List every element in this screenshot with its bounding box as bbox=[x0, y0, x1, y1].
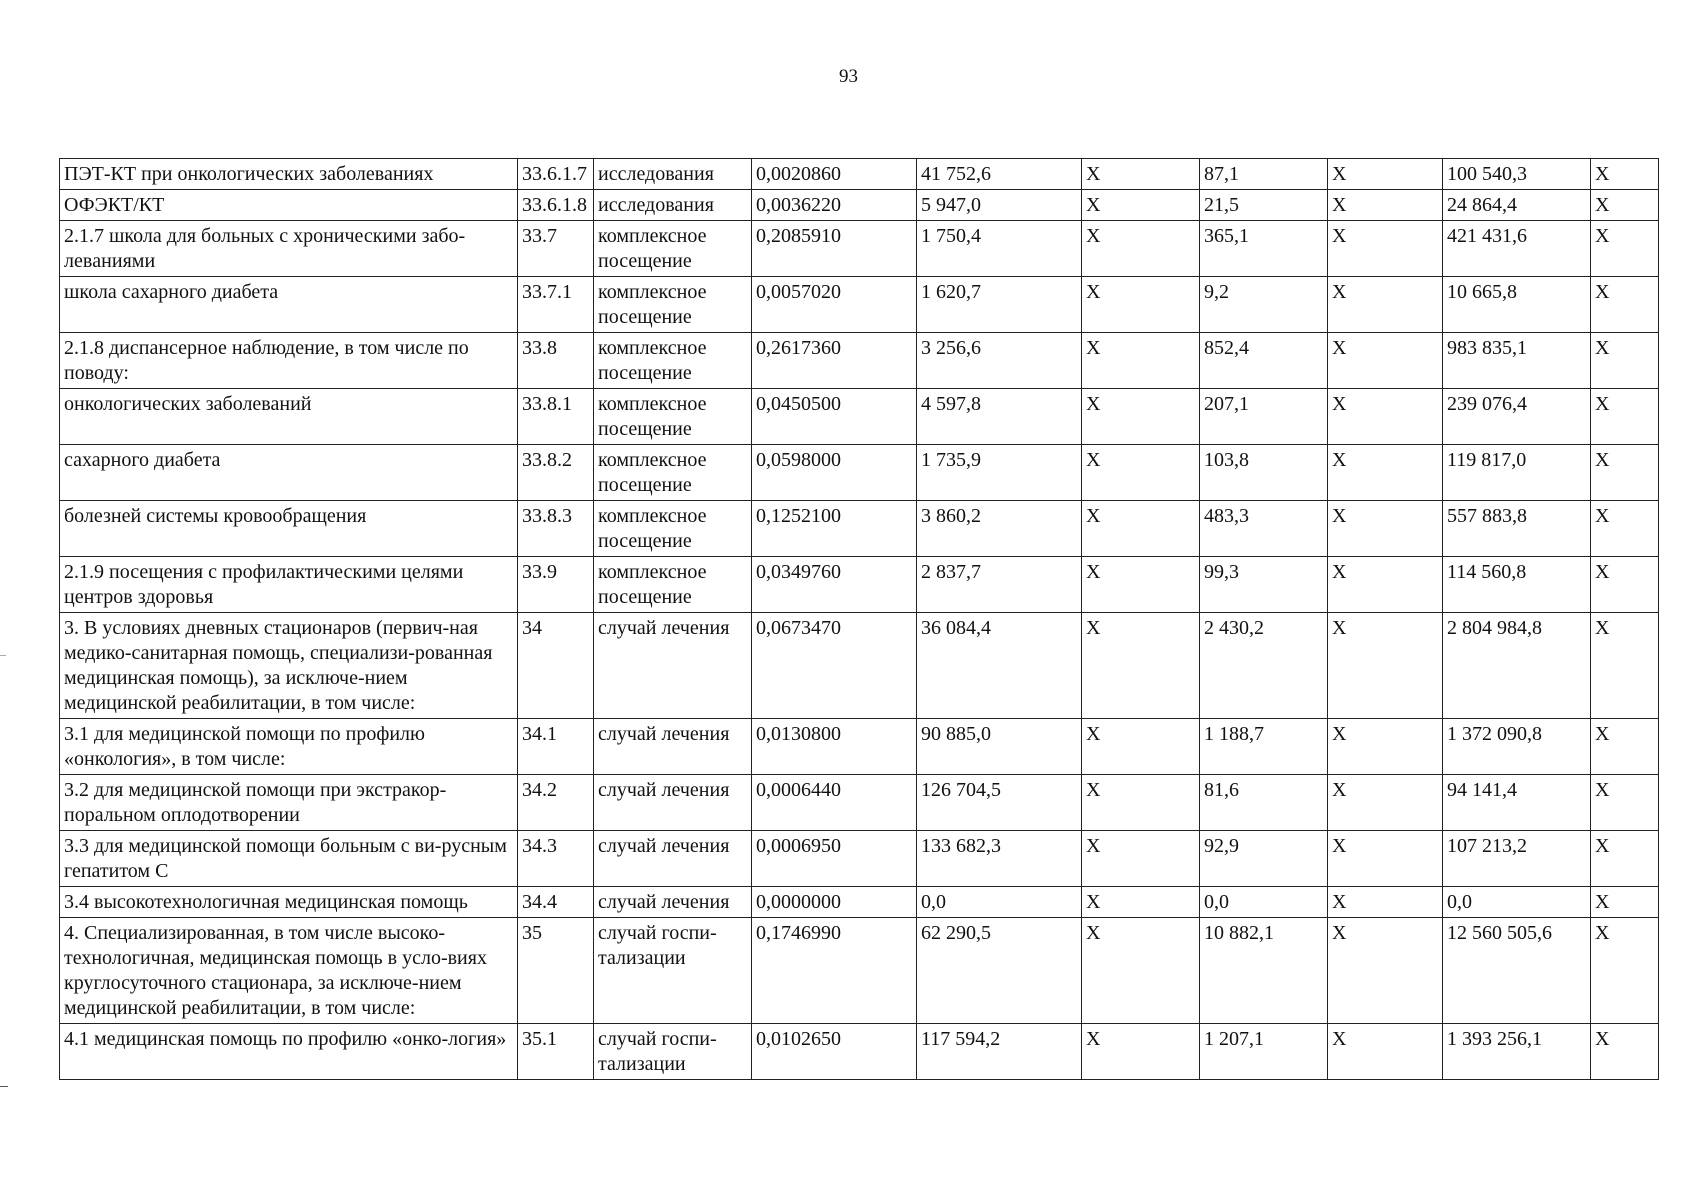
row-col10-cell: Х bbox=[1591, 501, 1659, 557]
row-norm-cell: 0,2617360 bbox=[752, 333, 917, 389]
row-name-cell: онкологических заболеваний bbox=[60, 389, 518, 445]
row-col6-cell: Х bbox=[1082, 190, 1200, 221]
row-col7-cell: 0,0 bbox=[1200, 887, 1328, 918]
row-code-cell: 33.6.1.7 bbox=[518, 159, 594, 190]
table-row bbox=[60, 333, 1659, 389]
row-unit-cell: комплексное посещение bbox=[594, 221, 752, 277]
row-unit-cell: комплексное посещение bbox=[594, 277, 752, 333]
row-name-cell: 4. Специализированная, в том числе высоко-технологичная, медицинская помощь в усло-виях круглосуточного стационара, за исключе-нием медицинской реабилитации, в том числе: bbox=[60, 918, 518, 1024]
row-col6-cell: Х bbox=[1082, 501, 1200, 557]
row-col6-cell: Х bbox=[1082, 221, 1200, 277]
table-body bbox=[60, 159, 1659, 1080]
row-col10-cell: Х bbox=[1591, 277, 1659, 333]
row-col6-cell: Х bbox=[1082, 719, 1200, 775]
row-col7-cell: 103,8 bbox=[1200, 445, 1328, 501]
row-col8-cell: Х bbox=[1328, 887, 1443, 918]
row-col8-cell: Х bbox=[1328, 613, 1443, 719]
row-code-cell: 33.6.1.8 bbox=[518, 190, 594, 221]
row-col7-cell: 21,5 bbox=[1200, 190, 1328, 221]
row-col10-cell: Х bbox=[1591, 887, 1659, 918]
row-cost-cell: 4 597,8 bbox=[917, 389, 1082, 445]
row-col10-cell: Х bbox=[1591, 1024, 1659, 1080]
row-unit-cell: комплексное посещение bbox=[594, 557, 752, 613]
row-col8-cell: Х bbox=[1328, 333, 1443, 389]
row-col6-cell: Х bbox=[1082, 445, 1200, 501]
row-col10-cell: Х bbox=[1591, 918, 1659, 1024]
row-code-cell: 34.3 bbox=[518, 831, 594, 887]
row-unit-cell: исследования bbox=[594, 190, 752, 221]
row-col9-cell: 12 560 505,6 bbox=[1443, 918, 1591, 1024]
row-col7-cell: 207,1 bbox=[1200, 389, 1328, 445]
row-cost-cell: 90 885,0 bbox=[917, 719, 1082, 775]
row-name-cell: 2.1.7 школа для больных с хроническими забо-левaниями bbox=[60, 221, 518, 277]
row-col7-cell: 92,9 bbox=[1200, 831, 1328, 887]
row-col10-cell: Х bbox=[1591, 221, 1659, 277]
row-col7-cell: 852,4 bbox=[1200, 333, 1328, 389]
row-code-cell: 35 bbox=[518, 918, 594, 1024]
row-col10-cell: Х bbox=[1591, 159, 1659, 190]
table-row bbox=[60, 613, 1659, 719]
row-cost-cell: 5 947,0 bbox=[917, 190, 1082, 221]
row-unit-cell: комплексное посещение bbox=[594, 501, 752, 557]
row-norm-cell: 0,0000000 bbox=[752, 887, 917, 918]
row-col7-cell: 483,3 bbox=[1200, 501, 1328, 557]
row-norm-cell: 0,0057020 bbox=[752, 277, 917, 333]
margin-mark bbox=[0, 655, 6, 656]
row-col9-cell: 100 540,3 bbox=[1443, 159, 1591, 190]
row-norm-cell: 0,0450500 bbox=[752, 389, 917, 445]
row-col10-cell: Х bbox=[1591, 557, 1659, 613]
row-col8-cell: Х bbox=[1328, 159, 1443, 190]
row-code-cell: 35.1 bbox=[518, 1024, 594, 1080]
row-col6-cell: Х bbox=[1082, 159, 1200, 190]
row-col7-cell: 365,1 bbox=[1200, 221, 1328, 277]
row-col10-cell: Х bbox=[1591, 445, 1659, 501]
row-norm-cell: 0,0673470 bbox=[752, 613, 917, 719]
row-col8-cell: Х bbox=[1328, 190, 1443, 221]
table-row bbox=[60, 1024, 1659, 1080]
row-unit-cell: случай госпи-тализации bbox=[594, 1024, 752, 1080]
row-col9-cell: 2 804 984,8 bbox=[1443, 613, 1591, 719]
row-code-cell: 33.8.2 bbox=[518, 445, 594, 501]
row-name-cell: 2.1.8 диспансерное наблюдение, в том числе по поводу: bbox=[60, 333, 518, 389]
row-col8-cell: Х bbox=[1328, 918, 1443, 1024]
row-cost-cell: 117 594,2 bbox=[917, 1024, 1082, 1080]
row-col8-cell: Х bbox=[1328, 557, 1443, 613]
row-col6-cell: Х bbox=[1082, 1024, 1200, 1080]
row-unit-cell: исследования bbox=[594, 159, 752, 190]
row-col7-cell: 99,3 bbox=[1200, 557, 1328, 613]
row-col6-cell: Х bbox=[1082, 277, 1200, 333]
row-name-cell: 3.2 для медицинской помощи при экстракор-поральном оплодотворении bbox=[60, 775, 518, 831]
row-col8-cell: Х bbox=[1328, 389, 1443, 445]
row-col9-cell: 1 393 256,1 bbox=[1443, 1024, 1591, 1080]
row-col6-cell: Х bbox=[1082, 389, 1200, 445]
margin-dash bbox=[0, 1086, 8, 1087]
row-unit-cell: случай лечения bbox=[594, 831, 752, 887]
row-cost-cell: 1 620,7 bbox=[917, 277, 1082, 333]
row-name-cell: 2.1.9 посещения с профилактическими целями центров здоровья bbox=[60, 557, 518, 613]
row-name-cell: ОФЭКТ/КТ bbox=[60, 190, 518, 221]
row-col10-cell: Х bbox=[1591, 775, 1659, 831]
table-row bbox=[60, 159, 1659, 190]
row-name-cell: 4.1 медицинская помощь по профилю «онко-логия» bbox=[60, 1024, 518, 1080]
table-row bbox=[60, 277, 1659, 333]
row-code-cell: 33.8 bbox=[518, 333, 594, 389]
row-unit-cell: случай лечения bbox=[594, 887, 752, 918]
row-col10-cell: Х bbox=[1591, 719, 1659, 775]
row-unit-cell: случай лечения bbox=[594, 613, 752, 719]
row-col10-cell: Х bbox=[1591, 190, 1659, 221]
row-col9-cell: 10 665,8 bbox=[1443, 277, 1591, 333]
row-cost-cell: 36 084,4 bbox=[917, 613, 1082, 719]
row-col8-cell: Х bbox=[1328, 221, 1443, 277]
page-number: 93 bbox=[839, 66, 858, 87]
row-code-cell: 33.7.1 bbox=[518, 277, 594, 333]
row-name-cell: сахарного диабета bbox=[60, 445, 518, 501]
row-code-cell: 33.8.3 bbox=[518, 501, 594, 557]
row-code-cell: 33.7 bbox=[518, 221, 594, 277]
row-unit-cell: комплексное посещение bbox=[594, 445, 752, 501]
row-unit-cell: комплексное посещение bbox=[594, 333, 752, 389]
table-row bbox=[60, 190, 1659, 221]
row-col7-cell: 2 430,2 bbox=[1200, 613, 1328, 719]
row-norm-cell: 0,0130800 bbox=[752, 719, 917, 775]
row-col9-cell: 94 141,4 bbox=[1443, 775, 1591, 831]
row-cost-cell: 41 752,6 bbox=[917, 159, 1082, 190]
row-code-cell: 33.8.1 bbox=[518, 389, 594, 445]
row-name-cell: 3.4 высокотехнологичная медицинская помощь bbox=[60, 887, 518, 918]
row-col9-cell: 421 431,6 bbox=[1443, 221, 1591, 277]
row-unit-cell: комплексное посещение bbox=[594, 389, 752, 445]
row-unit-cell: случай лечения bbox=[594, 719, 752, 775]
row-norm-cell: 0,0349760 bbox=[752, 557, 917, 613]
row-norm-cell: 0,1746990 bbox=[752, 918, 917, 1024]
row-col6-cell: Х bbox=[1082, 918, 1200, 1024]
row-name-cell: болезней системы кровообращения bbox=[60, 501, 518, 557]
row-norm-cell: 0,1252100 bbox=[752, 501, 917, 557]
row-name-cell: школа сахарного диабета bbox=[60, 277, 518, 333]
row-norm-cell: 0,0006950 bbox=[752, 831, 917, 887]
row-col9-cell: 0,0 bbox=[1443, 887, 1591, 918]
table-row bbox=[60, 887, 1659, 918]
row-name-cell: ПЭТ-КТ при онкологических заболеваниях bbox=[60, 159, 518, 190]
row-col7-cell: 9,2 bbox=[1200, 277, 1328, 333]
row-col8-cell: Х bbox=[1328, 277, 1443, 333]
row-code-cell: 34.4 bbox=[518, 887, 594, 918]
row-col10-cell: Х bbox=[1591, 613, 1659, 719]
row-cost-cell: 0,0 bbox=[917, 887, 1082, 918]
row-col9-cell: 107 213,2 bbox=[1443, 831, 1591, 887]
table-row bbox=[60, 831, 1659, 887]
row-cost-cell: 3 860,2 bbox=[917, 501, 1082, 557]
row-col10-cell: Х bbox=[1591, 831, 1659, 887]
row-col6-cell: Х bbox=[1082, 831, 1200, 887]
row-col7-cell: 1 188,7 bbox=[1200, 719, 1328, 775]
row-col6-cell: Х bbox=[1082, 333, 1200, 389]
row-col7-cell: 81,6 bbox=[1200, 775, 1328, 831]
row-code-cell: 34.1 bbox=[518, 719, 594, 775]
row-col9-cell: 119 817,0 bbox=[1443, 445, 1591, 501]
row-col8-cell: Х bbox=[1328, 775, 1443, 831]
row-code-cell: 33.9 bbox=[518, 557, 594, 613]
table-row bbox=[60, 719, 1659, 775]
row-cost-cell: 1 735,9 bbox=[917, 445, 1082, 501]
row-norm-cell: 0,0036220 bbox=[752, 190, 917, 221]
table-row bbox=[60, 501, 1659, 557]
row-col8-cell: Х bbox=[1328, 831, 1443, 887]
row-norm-cell: 0,0102650 bbox=[752, 1024, 917, 1080]
row-norm-cell: 0,2085910 bbox=[752, 221, 917, 277]
table-row bbox=[60, 445, 1659, 501]
row-cost-cell: 2 837,7 bbox=[917, 557, 1082, 613]
row-name-cell: 3.3 для медицинской помощи больным с ви-русным гепатитом С bbox=[60, 831, 518, 887]
row-col6-cell: Х bbox=[1082, 557, 1200, 613]
row-name-cell: 3. В условиях дневных стационаров (первич-ная медико-санитарная помощь, специализи-рованная медицинская помощь), за исключе-нием медицинской реабилитации, в том числе: bbox=[60, 613, 518, 719]
row-col6-cell: Х bbox=[1082, 887, 1200, 918]
table-row bbox=[60, 775, 1659, 831]
row-col9-cell: 24 864,4 bbox=[1443, 190, 1591, 221]
row-unit-cell: случай госпи-тализации bbox=[594, 918, 752, 1024]
row-cost-cell: 126 704,5 bbox=[917, 775, 1082, 831]
row-cost-cell: 3 256,6 bbox=[917, 333, 1082, 389]
table-row bbox=[60, 557, 1659, 613]
row-col9-cell: 239 076,4 bbox=[1443, 389, 1591, 445]
row-col10-cell: Х bbox=[1591, 389, 1659, 445]
row-col9-cell: 114 560,8 bbox=[1443, 557, 1591, 613]
row-norm-cell: 0,0006440 bbox=[752, 775, 917, 831]
table-row bbox=[60, 389, 1659, 445]
row-norm-cell: 0,0598000 bbox=[752, 445, 917, 501]
row-col6-cell: Х bbox=[1082, 775, 1200, 831]
row-code-cell: 34.2 bbox=[518, 775, 594, 831]
row-col9-cell: 983 835,1 bbox=[1443, 333, 1591, 389]
row-col9-cell: 1 372 090,8 bbox=[1443, 719, 1591, 775]
row-col7-cell: 87,1 bbox=[1200, 159, 1328, 190]
row-name-cell: 3.1 для медицинской помощи по профилю «онкология», в том числе: bbox=[60, 719, 518, 775]
row-col8-cell: Х bbox=[1328, 1024, 1443, 1080]
row-norm-cell: 0,0020860 bbox=[752, 159, 917, 190]
row-col10-cell: Х bbox=[1591, 333, 1659, 389]
row-col8-cell: Х bbox=[1328, 445, 1443, 501]
row-unit-cell: случай лечения bbox=[594, 775, 752, 831]
table-row bbox=[60, 918, 1659, 1024]
row-col8-cell: Х bbox=[1328, 719, 1443, 775]
table-row bbox=[60, 221, 1659, 277]
row-col9-cell: 557 883,8 bbox=[1443, 501, 1591, 557]
data-table bbox=[59, 158, 1659, 1080]
row-col7-cell: 10 882,1 bbox=[1200, 918, 1328, 1024]
row-cost-cell: 62 290,5 bbox=[917, 918, 1082, 1024]
row-cost-cell: 1 750,4 bbox=[917, 221, 1082, 277]
row-cost-cell: 133 682,3 bbox=[917, 831, 1082, 887]
row-col7-cell: 1 207,1 bbox=[1200, 1024, 1328, 1080]
row-col6-cell: Х bbox=[1082, 613, 1200, 719]
row-col8-cell: Х bbox=[1328, 501, 1443, 557]
row-code-cell: 34 bbox=[518, 613, 594, 719]
